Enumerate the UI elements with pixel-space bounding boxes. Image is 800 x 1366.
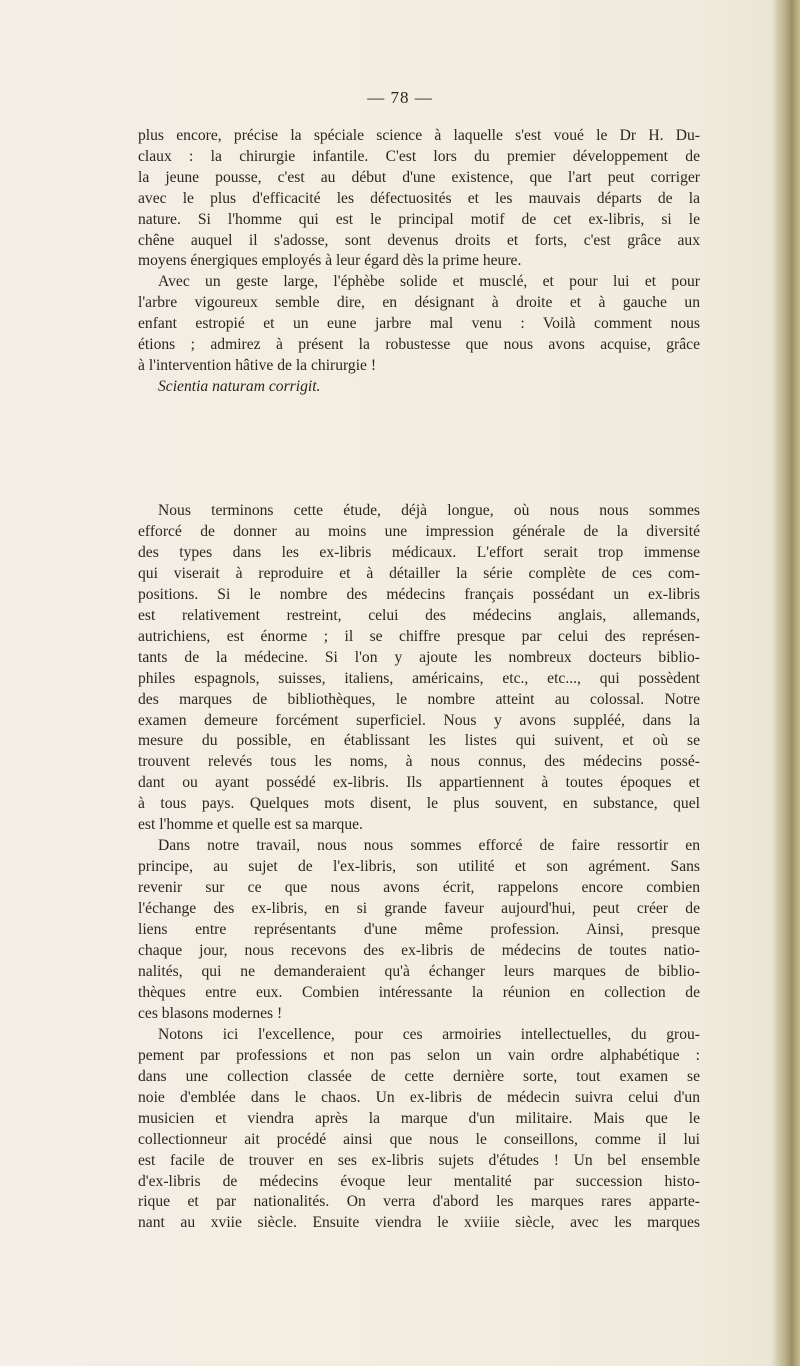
text-line: musicien et viendra après la marque d'un militaire. Mais que le bbox=[138, 1109, 700, 1127]
text-line: revenir sur ce que nous avons écrit, rappelons encore combien bbox=[138, 879, 700, 897]
text-line: la jeune pousse, c'est au début d'une existence, que l'art peut corriger bbox=[138, 168, 700, 186]
text-line: Avec un geste large, l'éphèbe solide et musclé, et pour lui et pour bbox=[158, 273, 700, 291]
text-line: collectionneur ait procédé ainsi que nous le conseillons, comme il lui bbox=[138, 1130, 700, 1148]
page-number: — 78 — bbox=[367, 88, 433, 107]
text-line: mesure du possible, en établissant les listes qui suivent, et où se bbox=[138, 732, 700, 750]
paragraphs-main bbox=[138, 501, 700, 1234]
text-line: thèques entre eux. Combien intéressante la réunion en collection de bbox=[138, 983, 700, 1001]
text-line: efforcé de donner au moins une impression générale de la diversité bbox=[138, 522, 700, 540]
text-line: Dans notre travail, nous nous sommes efforcé de faire ressortir en bbox=[158, 837, 700, 855]
text-line: est l'homme et quelle est sa marque. bbox=[138, 816, 363, 834]
motto: Scientia naturam corrigit. bbox=[158, 377, 321, 395]
text-line: l'arbre vigoureux semble dire, en désignant à droite et à gauche un bbox=[138, 294, 700, 312]
text-line: noie d'emblée dans le chaos. Un ex-libris de médecin suivra celui d'un bbox=[138, 1088, 700, 1106]
text-line: l'échange des ex-libris, en si grande faveur aujourd'hui, peut créer de bbox=[138, 900, 700, 918]
text-line: dans une collection classée de cette dernière sorte, tout examen se bbox=[138, 1067, 700, 1085]
text-line: claux : la chirurgie infantile. C'est lors du premier développement de bbox=[138, 147, 700, 165]
text-line: nalités, qui ne demanderaient qu'à échanger leurs marques de biblio- bbox=[138, 962, 700, 980]
text-line: nant au xviie siècle. Ensuite viendra le xviiie siècle, avec les marques bbox=[138, 1214, 700, 1232]
text-line: principe, au sujet de l'ex-libris, son utilité et son agrément. Sans bbox=[138, 858, 700, 876]
text-line: liens entre représentants d'une même profession. Ainsi, presque bbox=[138, 921, 700, 939]
text-line: chêne auquel il s'adosse, sont devenus droits et forts, c'est grâce aux bbox=[138, 231, 700, 249]
page-edge bbox=[772, 0, 800, 1366]
text-line: philes espagnols, suisses, italiens, américains, etc., etc..., qui possèdent bbox=[138, 669, 700, 687]
text-line: tants de la médecine. Si l'on y ajoute les nombreux docteurs biblio- bbox=[138, 648, 700, 666]
text-line: examen demeure forcément superficiel. Nous y avons suppléé, dans la bbox=[138, 711, 700, 729]
text-line: à tous pays. Quelques mots disent, le plus souvent, en substance, quel bbox=[138, 795, 700, 813]
text-line: nature. Si l'homme qui est le principal motif de cet ex-libris, si le bbox=[138, 210, 700, 228]
text-line: rique et par nationalités. On verra d'abord les marques rares apparte- bbox=[138, 1193, 700, 1211]
text-line: trouvent relevés tous les noms, à nous connus, des médecins possé- bbox=[138, 753, 700, 771]
text-line: dant ou ayant possédé ex-libris. Ils appartiennent à toutes époques et bbox=[138, 774, 700, 792]
text-line: enfant estropié et un eune jarbre mal venu : Voilà comment nous bbox=[138, 315, 700, 333]
text-line: plus encore, précise la spéciale science à laquelle s'est voué le Dr H. Du- bbox=[138, 127, 700, 144]
text-line: autrichiens, est énorme ; il se chiffre presque par celui des représen- bbox=[138, 627, 700, 645]
text-line: à l'intervention hâtive de la chirurgie ! bbox=[138, 356, 377, 374]
text-line: est relativement restreint, celui des médecins anglais, allemands, bbox=[138, 606, 700, 624]
text-line: des types dans les ex-libris médicaux. L'effort serait trop immense bbox=[138, 543, 700, 561]
text-line: étions ; admirez à présent la robustesse que nous avons acquise, grâce bbox=[138, 336, 700, 354]
text-line: pement par professions et non pas selon un vain ordre alphabétique : bbox=[138, 1046, 700, 1064]
text-line: qui viserait à reproduire et à détailler la série complète de ces com- bbox=[138, 564, 700, 582]
text-line: chaque jour, nous recevons des ex-libris de médecins de toutes natio- bbox=[138, 942, 700, 960]
text-line: d'ex-libris de médecins évoque leur mentalité par succession histo- bbox=[138, 1172, 700, 1190]
text-line: Nous terminons cette étude, déjà longue, où nous nous sommes bbox=[158, 502, 700, 519]
text-line: est facile de trouver en ses ex-libris sujets d'études ! Un bel ensemble bbox=[138, 1151, 700, 1169]
text-line: moyens énergiques employés à leur égard dès la prime heure. bbox=[138, 252, 522, 270]
text-line: positions. Si le nombre des médecins français possédant un ex-libris bbox=[138, 585, 700, 603]
paragraph-1 bbox=[138, 126, 700, 398]
text-line: avec le plus d'efficacité les défectuosités et les mauvais départs de la bbox=[138, 189, 700, 207]
text-line: des marques de bibliothèques, le nombre atteint au colossal. Notre bbox=[138, 690, 700, 708]
text-line: ces blasons modernes ! bbox=[138, 1004, 283, 1022]
text-line: Notons ici l'excellence, pour ces armoiries intellectuelles, du grou- bbox=[158, 1025, 700, 1043]
